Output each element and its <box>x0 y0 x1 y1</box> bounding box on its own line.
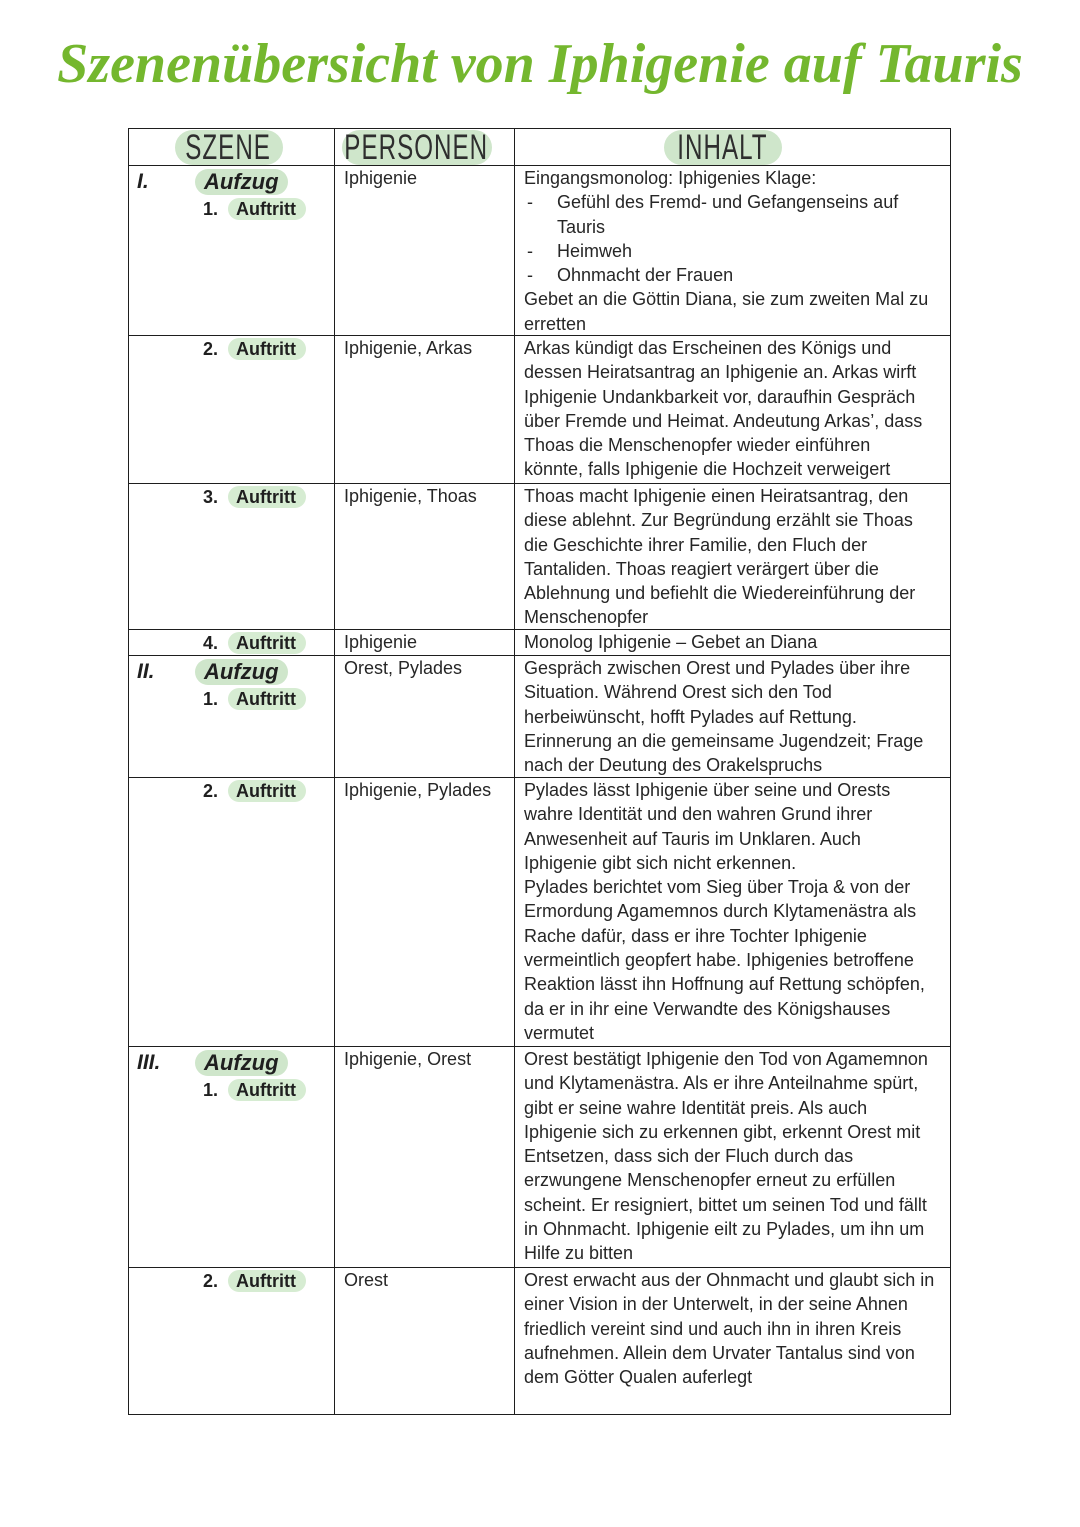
auftritt-label: Auftritt <box>228 198 306 220</box>
header-szene-highlight <box>175 130 283 165</box>
inhalt-line: über Fremde und Heimat. Andeutung Arkas’, dass <box>524 410 923 431</box>
auftritt <box>203 688 306 710</box>
table-row <box>129 630 950 656</box>
szene-cell <box>129 336 335 483</box>
inhalt-cell <box>515 166 950 336</box>
auftritt-number: 1. <box>203 689 219 709</box>
personen-text: Orest, Pylades <box>344 658 463 678</box>
bullet-marker: - <box>527 192 533 213</box>
auftritt-number: 2. <box>203 339 219 359</box>
inhalt-line: dem Götter Qualen auferlegt <box>524 1367 753 1388</box>
inhalt-line: Orest erwacht aus der Ohnmacht und glaubt sich in <box>524 1270 935 1290</box>
bullet-text <box>557 263 733 287</box>
table-header-row <box>129 129 950 166</box>
personen-cell <box>335 778 515 1046</box>
personen-text: Orest <box>344 1270 389 1290</box>
auftritt-number: 1. <box>203 1080 219 1100</box>
inhalt-cell <box>515 336 950 483</box>
header-inhalt: INHALT <box>677 128 768 167</box>
inhalt-line: Iphigenie Undankbarkeit vor, daraufhin Gespräch <box>524 386 916 407</box>
personen-cell <box>335 166 515 336</box>
inhalt-line: Reaktion lässt ihn Hoffnung auf Rettung schöpfen, <box>524 974 925 995</box>
aufzug-numeral: III. <box>137 1051 161 1074</box>
aufzug-numeral: I. <box>137 170 149 193</box>
inhalt-line: Ermordung Agamemnos durch Klytamenästra als <box>524 901 917 922</box>
personen-text: Iphigenie <box>344 632 418 652</box>
inhalt-bullet <box>524 239 946 263</box>
aufzug-label: Aufzug <box>195 659 288 685</box>
header-personen: PERSONEN <box>344 128 489 167</box>
inhalt-line: Monolog Iphigenie – Gebet an Diana <box>524 632 818 652</box>
personen-cell <box>335 630 515 655</box>
header-personen-cell <box>335 129 515 165</box>
inhalt-line: aufnehmen. Allein dem Urvater Tantalus sind von <box>524 1342 915 1363</box>
inhalt-line: Erinnerung an die gemeinsame Jugendzeit; Frage <box>524 730 924 751</box>
header-szene-cell <box>129 129 335 165</box>
scene-table <box>128 128 951 1415</box>
inhalt-line: dessen Heiratsantrag an Iphigenie an. Arkas wirft <box>524 362 917 383</box>
inhalt-line: Orest bestätigt Iphigenie den Tod von Agamemnon <box>524 1049 928 1069</box>
inhalt-cell <box>515 656 950 777</box>
szene-cell <box>129 656 335 777</box>
inhalt-line: herbeiwünscht, hofft Pylades auf Rettung. <box>524 706 857 727</box>
inhalt-line: erretten <box>524 313 587 334</box>
personen-cell <box>335 336 515 483</box>
inhalt-line: vermutet <box>524 1022 595 1043</box>
inhalt-line: die Geschichte ihrer Familie, den Fluch der <box>524 534 868 555</box>
header-personen-highlight <box>342 130 492 165</box>
personen-cell <box>335 1268 515 1414</box>
inhalt-line: Tauris <box>557 216 606 237</box>
szene-cell <box>129 484 335 630</box>
auftritt-label: Auftritt <box>228 780 306 802</box>
auftritt-label: Auftritt <box>228 486 306 508</box>
auftritt-number: 4. <box>203 633 219 653</box>
inhalt-line: Heimweh <box>557 240 633 261</box>
header-inhalt-cell <box>515 129 950 165</box>
inhalt-line: Pylades berichtet vom Sieg über Troja & von der <box>524 877 911 898</box>
bullet-marker: - <box>527 240 533 261</box>
auftritt <box>203 780 306 802</box>
inhalt-line: gibt er seine wahre Identität preis. Als auch <box>524 1097 868 1118</box>
inhalt-line: Menschenopfer <box>524 607 649 628</box>
table-row <box>129 484 950 630</box>
table-row <box>129 778 950 1047</box>
inhalt-line: könnte, falls Iphigenie die Hochzeit verweigert <box>524 459 891 480</box>
bullet-marker: - <box>527 265 533 286</box>
personen-text: Iphigenie, Arkas <box>344 338 473 358</box>
inhalt-line: Pylades lässt Iphigenie über seine und Orests <box>524 780 891 800</box>
auftritt <box>203 338 306 360</box>
table-row <box>129 1047 950 1268</box>
szene-cell <box>129 1047 335 1267</box>
inhalt-line: Tantaliden. Thoas reagiert verärgert über die <box>524 558 879 579</box>
inhalt-line: Situation. Während Orest sich den Tod <box>524 682 832 703</box>
inhalt-line: vermeintlich geopfert habe. Iphigenies betroffene <box>524 950 914 971</box>
personen-cell <box>335 484 515 630</box>
inhalt-line: diese ablehnt. Zur Begründung erzählt sie Thoas <box>524 510 913 531</box>
bullet-text <box>557 239 632 263</box>
auftritt <box>203 198 306 220</box>
inhalt-line: scheint. Er resigniert, bittet um seinen Tod und fällt <box>524 1194 927 1215</box>
auftritt-number: 1. <box>203 199 219 219</box>
inhalt-line: in Ohnmacht. Iphigenie eilt zu Pylades, um ihn um <box>524 1219 925 1240</box>
inhalt-line: einer Vision in der Unterwelt, in der seine Ahnen <box>524 1294 908 1315</box>
inhalt-line: Anwesenheit auf Tauris im Unklaren. Auch <box>524 828 861 849</box>
inhalt-line: da er in ihr eine Verwandte des Königshauses <box>524 998 891 1019</box>
personen-cell <box>335 656 515 777</box>
szene-cell <box>129 166 335 336</box>
inhalt-line: Thoas macht Iphigenie einen Heiratsantrag, den <box>524 486 909 506</box>
aufzug-label: Aufzug <box>195 169 288 195</box>
szene-cell <box>129 630 335 655</box>
inhalt-line: Iphigenie sich zu erkennen gibt, erkennt Orest mit <box>524 1121 921 1142</box>
table-row <box>129 656 950 778</box>
inhalt-line: nach der Deutung des Orakelspruchs <box>524 755 823 776</box>
auftritt <box>203 486 306 508</box>
inhalt-bullet <box>524 190 946 239</box>
inhalt-bullet <box>524 263 946 287</box>
inhalt-line: wahre Identität und den wahren Grund ihrer <box>524 804 873 825</box>
auftritt <box>203 632 306 654</box>
aufzug-numeral: II. <box>137 660 155 683</box>
auftritt-label: Auftritt <box>228 338 306 360</box>
inhalt-line: Entsetzen, dass sich der Fluch durch das <box>524 1146 854 1167</box>
personen-text: Iphigenie, Orest <box>344 1049 472 1069</box>
szene-cell <box>129 778 335 1046</box>
inhalt-line: Ablehnung und befiehlt die Wiedereinführung der <box>524 583 916 604</box>
auftritt-number: 3. <box>203 487 219 507</box>
aufzug-label: Aufzug <box>195 1050 288 1076</box>
auftritt <box>203 1079 306 1101</box>
table-row <box>129 1268 950 1414</box>
auftritt-number: 2. <box>203 781 219 801</box>
header-inhalt-highlight <box>664 130 782 165</box>
inhalt-line: Ohnmacht der Frauen <box>557 265 734 286</box>
inhalt-line: Rache dafür, dass er ihre Tochter Iphigenie <box>524 925 867 946</box>
inhalt-line: Arkas kündigt das Erscheinen des Königs und <box>524 338 892 358</box>
table-row <box>129 166 950 336</box>
inhalt-line: Iphigenie gibt sich nicht erkennen. <box>524 852 797 873</box>
szene-cell <box>129 1268 335 1414</box>
inhalt-line: erzwungene Menschenopfer erneut zu erfüllen <box>524 1170 896 1191</box>
table-row <box>129 336 950 484</box>
personen-text: Iphigenie <box>344 168 418 188</box>
inhalt-cell <box>515 1268 950 1414</box>
personen-cell <box>335 1047 515 1267</box>
inhalt-line: Gespräch zwischen Orest und Pylades über ihre <box>524 658 911 678</box>
inhalt-line: Thoas die Menschenopfer wieder einführen <box>524 435 871 456</box>
page-title: Szenenübersicht von Iphigenie auf Tauris <box>57 33 1023 95</box>
inhalt-line: friedlich vereint sind und auch ihn in ihren Kreis <box>524 1318 902 1339</box>
inhalt-line: und Klytamenästra. Als er ihre Anteilnahme spürt, <box>524 1073 919 1094</box>
header-szene: SZENE <box>185 128 272 167</box>
inhalt-line: Gefühl des Fremd- und Gefangenseins auf <box>557 192 899 213</box>
auftritt-label: Auftritt <box>228 632 306 654</box>
auftritt-number: 2. <box>203 1271 219 1291</box>
auftritt <box>203 1270 306 1292</box>
personen-text: Iphigenie, Thoas <box>344 486 477 506</box>
auftritt-label: Auftritt <box>228 1270 306 1292</box>
inhalt-line: Eingangsmonolog: Iphigenies Klage: <box>524 168 817 188</box>
inhalt-cell <box>515 630 950 655</box>
auftritt-label: Auftritt <box>228 688 306 710</box>
auftritt-label: Auftritt <box>228 1079 306 1101</box>
personen-text: Iphigenie, Pylades <box>344 780 492 800</box>
inhalt-cell <box>515 1047 950 1267</box>
inhalt-line: Gebet an die Göttin Diana, sie zum zweiten Mal zu <box>524 289 929 310</box>
inhalt-line: Hilfe zu bitten <box>524 1243 634 1264</box>
inhalt-cell <box>515 778 950 1046</box>
inhalt-cell <box>515 484 950 630</box>
bullet-text <box>557 190 898 239</box>
